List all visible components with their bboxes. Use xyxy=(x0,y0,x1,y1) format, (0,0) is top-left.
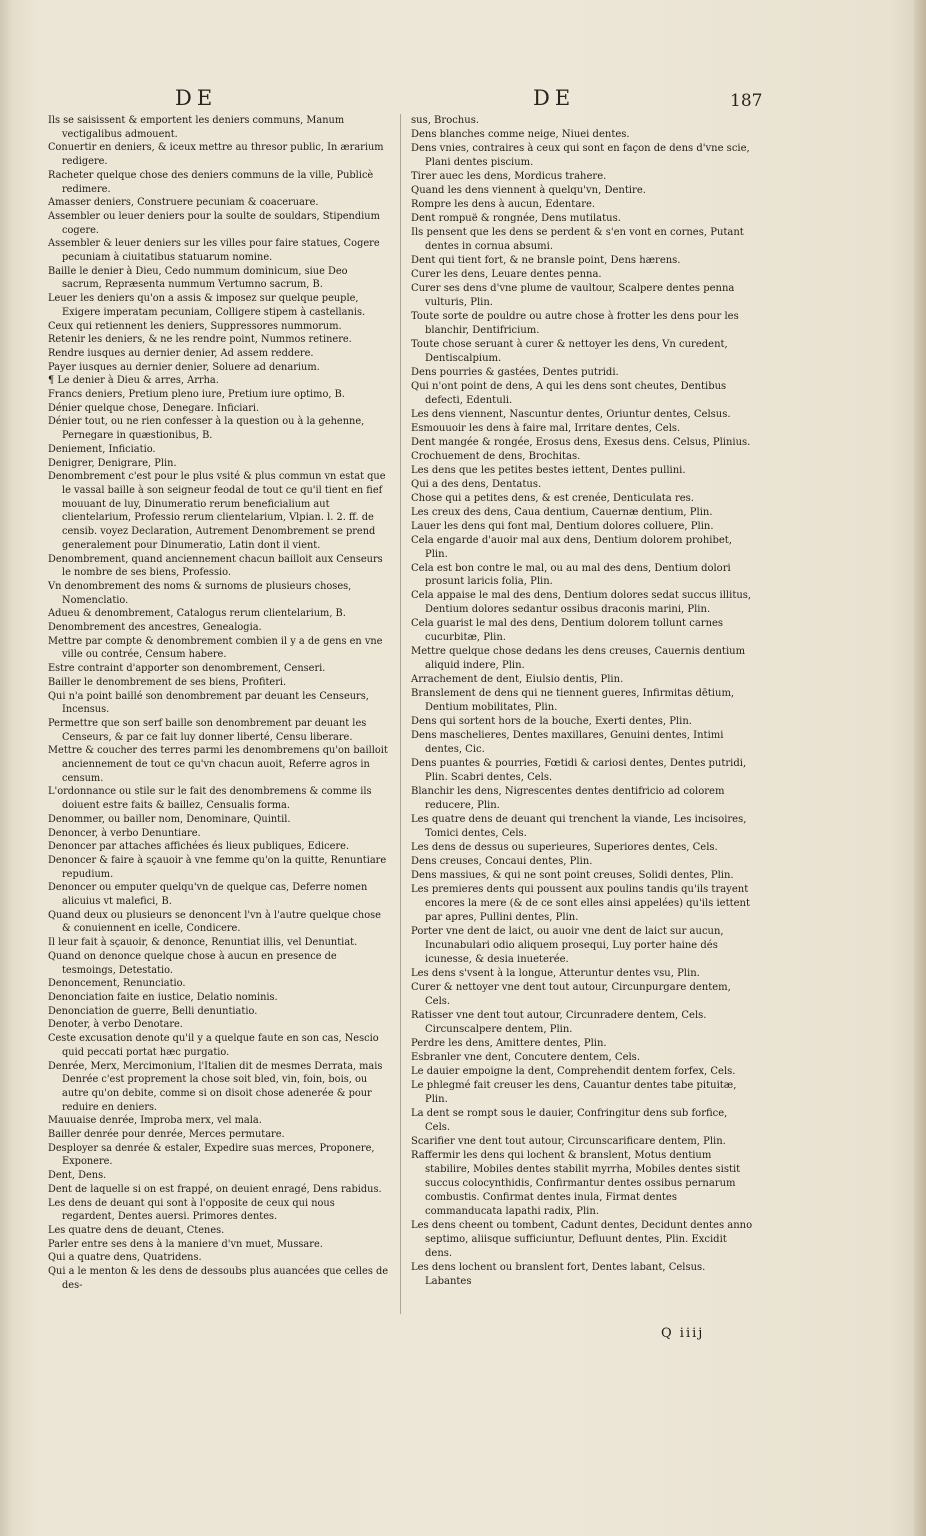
dictionary-entry: Denommer, ou bailler nom, Denominare, Quintil. xyxy=(48,813,291,825)
dictionary-entry: Les dens de deuant qui sont à l'opposite de ceux qui nous regardent, Dentes auersi. Primores dentes. xyxy=(48,1197,335,1223)
dictionary-entry: sus, Brochus. xyxy=(411,115,480,126)
dictionary-entry: Les creux des dens, Caua dentium, Cauernæ dentium, Plin. xyxy=(411,506,713,518)
dictionary-entry: Dens massiues, & qui ne sont point creuses, Solidi dentes, Plin. xyxy=(411,870,734,882)
dictionary-entry: Desployer sa denrée & estaler, Expedire suas merces, Proponere, Exponere. xyxy=(48,1142,375,1168)
dictionary-entry: Les dens s'vsent à la longue, Atteruntur dentes vsu, Plin. xyxy=(411,968,700,980)
dictionary-entry: Dens creuses, Concaui dentes, Plin. xyxy=(411,856,593,868)
dictionary-entry: Adueu & denombrement, Catalogus rerum clientelarium, B. xyxy=(48,608,346,620)
dictionary-entry: Payer iusques au dernier denier, Soluere ad denarium. xyxy=(48,361,320,373)
dictionary-entry: Curer & nettoyer vne dent tout autour, Circunpurgare dentem, Cels. xyxy=(411,982,731,1008)
dictionary-entry: Dent mangée & rongée, Erosus dens, Exesus dens. Celsus, Plinius. xyxy=(411,436,751,448)
dictionary-entry: Les dens que les petites bestes iettent, Dentes pullini. xyxy=(411,464,686,476)
dictionary-entry: Crochuement de dens, Brochitas. xyxy=(411,450,581,462)
dictionary-entry: Arrachement de dent, Eiulsio dentis, Plin. xyxy=(411,674,624,686)
dictionary-entry: Vn denombrement des noms & surnoms de plusieurs choses, Nomenclatio. xyxy=(48,580,352,606)
dictionary-entry: Denoncement, Renunciatio. xyxy=(48,978,186,990)
dictionary-entry: Denoncer, à verbo Denuntiare. xyxy=(48,827,201,839)
dictionary-entry: Dent qui tient fort, & ne bransle point, Dens hærens. xyxy=(411,254,681,266)
dictionary-entry: Permettre que son serf baille son denombrement par deuant les Censeurs, & par ce fait luy donner liberté, Censu liberare. xyxy=(48,717,367,743)
dictionary-entry: Dénier quelque chose, Denegare. Inficiari. xyxy=(48,402,260,414)
dictionary-entry: Leuer les deniers qu'on a assis & imposez sur quelque peuple, Exigere imperatam pecuniam, Colligere stipem à castellanis. xyxy=(48,293,366,318)
dictionary-entry: Ratisser vne dent tout autour, Circunradere dentem, Cels. Circunscalpere dentem, Plin. xyxy=(411,1010,707,1035)
dictionary-entry: Denombrement c'est pour le plus vsité & plus commun vn estat que le vassal baille à son seigneur feodal de tout ce qu'il tient en fief mouuant de luy, Dinumeratio rerum beneficialium aut clientelarium, Professio rerum clientelarium, Vlpian. l. 2. ff. de censib. voyez Declaration, Autrement Denombrement se prend generalement pour Dinumeratio, Latin dont il vient. xyxy=(48,471,386,551)
dictionary-entry: Mettre par compte & denombrement combien il y a de gens en vne ville ou contrée, Censum habere. xyxy=(48,635,383,661)
dictionary-entry: Branslement de dens qui ne tiennent gueres, Infirmitas dētium, Dentium mobilitates, Plin. xyxy=(411,688,735,714)
dictionary-entry: Scarifier vne dent tout autour, Circunscarificare dentem, Plin. xyxy=(411,1135,726,1147)
dictionary-entry: Cela guarist le mal des dens, Dentium dolorem tollunt carnes cucurbitæ, Plin. xyxy=(411,618,724,644)
dictionary-entry: Dent de laquelle si on est frappé, on deuient enragé, Dens rabidus. xyxy=(48,1183,382,1195)
dictionary-entry: Mettre & coucher des terres parmi les denombremens qu'on bailloit anciennement de tout ce qu'vn chacun auoit, Referre agros in censum. xyxy=(48,745,388,784)
dictionary-entry: Les dens de dessus ou superieures, Superiores dentes, Cels. xyxy=(411,842,718,854)
dictionary-entry: Chose qui a petites dens, & est crenée, Denticulata res. xyxy=(411,492,694,504)
dictionary-entry: Quand deux ou plusieurs se denoncent l'vn à l'autre quelque chose & conuiennent en icelle, Condicere. xyxy=(48,909,381,935)
dictionary-entry: Perdre les dens, Amittere dentes, Plin. xyxy=(411,1037,607,1049)
page-number: 187 xyxy=(730,91,763,111)
dictionary-entry: Dénier tout, ou ne rien confesser à la question ou à la gehenne, Pernegare in quæstionibus, B. xyxy=(48,416,365,442)
dictionary-entry: Ceste excusation denote qu'il y a quelque faute en son cas, Nescio quid peccati portat hæc purgatio. xyxy=(48,1033,379,1058)
dictionary-entry: Qui a quatre dens, Quatridens. xyxy=(48,1252,202,1264)
dictionary-entry: Il leur fait à sçauoir, & denonce, Renuntiat illis, vel Denuntiat. xyxy=(48,937,358,949)
dictionary-entry: Qui a le menton & les dens de dessoubs plus auancées que celles de des- xyxy=(48,1266,389,1291)
dictionary-entry: Rompre les dens à aucun, Edentare. xyxy=(411,198,596,210)
dictionary-entry: Toute sorte de pouldre ou autre chose à frotter les dens pour les blanchir, Dentifricium. xyxy=(411,310,739,336)
dictionary-entry: Deniement, Inficiatio. xyxy=(48,443,156,455)
dictionary-entry: Cela appaise le mal des dens, Dentium dolores sedat succus illitus, Dentium dolores sedantur ossibus draconis marini, Plin. xyxy=(411,590,752,616)
dictionary-entry: Les dens viennent, Nascuntur dentes, Oriuntur dentes, Celsus. xyxy=(411,408,731,420)
dictionary-entry: Cela est bon contre le mal, ou au mal des dens, Dentium dolori prosunt laricis folia, Plin. xyxy=(411,562,731,588)
dictionary-entry: Conuertir en deniers, & iceux mettre au thresor public, In ærarium redigere. xyxy=(48,142,384,168)
dictionary-entry: Ceux qui retiennent les deniers, Suppressores nummorum. xyxy=(48,320,342,332)
dictionary-entry: Amasser deniers, Construere pecuniam & coaceruare. xyxy=(48,197,319,209)
dictionary-entry: Ils se saisissent & emportent les deniers communs, Manum vectigalibus admouent. xyxy=(48,115,345,140)
dictionary-entry: Lauer les dens qui font mal, Dentium dolores colluere, Plin. xyxy=(411,520,714,532)
dictionary-entry: Quand on denonce quelque chose à aucun en presence de tesmoings, Detestatio. xyxy=(48,950,337,976)
dictionary-entry: Denonciation de guerre, Belli denuntiatio. xyxy=(48,1005,258,1017)
dictionary-entry: Les premieres dents qui poussent aux poulins tandis qu'ils trayent encores la mere (& de ce sont elles ainsi appelées) qu'ils iettent par apres, Pullini dentes, Plin. xyxy=(411,884,750,924)
dictionary-entry: Qui a des dens, Dentatus. xyxy=(411,478,542,490)
dictionary-entry: Dens puantes & pourries, Fœtidi & cariosi dentes, Dentes putridi, Plin. Scabri dentes, Cels. xyxy=(411,758,747,784)
dictionary-entry: Retenir les deniers, & ne les rendre point, Nummos retinere. xyxy=(48,334,352,346)
dictionary-entry: Tirer auec les dens, Mordicus trahere. xyxy=(411,170,607,182)
dictionary-entry: Assembler & leuer deniers sur les villes pour faire statues, Cogere pecuniam à ciuitatibus statuarum nomine. xyxy=(48,238,380,264)
dictionary-entry: Cela engarde d'auoir mal aux dens, Dentium dolorem prohibet, Plin. xyxy=(411,534,732,560)
dictionary-entry: Rendre iusques au dernier denier, Ad assem reddere. xyxy=(48,347,314,359)
dictionary-entry: Mauuaise denrée, Improba merx, vel mala. xyxy=(48,1115,262,1127)
right-column xyxy=(411,114,753,1289)
dictionary-entry: Mettre quelque chose dedans les dens creuses, Cauernis dentium aliquid indere, Plin. xyxy=(411,646,746,672)
dictionary-entry: Dens maschelieres, Dentes maxillares, Genuini dentes, Intimi dentes, Cic. xyxy=(411,730,724,756)
dictionary-entry: Bailler le denombrement de ses biens, Profiteri. xyxy=(48,676,287,688)
dictionary-entry: Quand les dens viennent à quelqu'vn, Dentire. xyxy=(411,184,646,196)
left-column xyxy=(48,114,390,1292)
dictionary-entry: Blanchir les dens, Nigrescentes dentes dentifricio ad colorem reducere, Plin. xyxy=(411,786,725,812)
dictionary-entry: Dens vnies, contraires à ceux qui sont en façon de dens d'vne scie, Plani dentes piscium. xyxy=(411,142,750,168)
dictionary-entry: Curer les dens, Leuare dentes penna. xyxy=(411,268,602,280)
dictionary-entry: Estre contraint d'apporter son denombrement, Censeri. xyxy=(48,663,326,675)
dictionary-entry: Toute chose seruant à curer & nettoyer les dens, Vn curedent, Dentiscalpium. xyxy=(411,338,728,364)
dictionary-entry: ¶ Le denier à Dieu & arres, Arrha. xyxy=(48,375,219,387)
dictionary-entry: Curer ses dens d'vne plume de vaultour, Scalpere dentes penna vulturis, Plin. xyxy=(411,282,735,308)
running-head-left: DE xyxy=(175,86,218,110)
dictionary-entry: Denoncer par attaches affichées és lieux publiques, Edicere. xyxy=(48,841,350,853)
dictionary-entry: Baille le denier à Dieu, Cedo nummum dominicum, siue Deo sacrum, Repræsenta nummum Vertumno sacrum, B. xyxy=(48,265,348,291)
dictionary-entry: Les dens lochent ou branslent fort, Dentes labant, Celsus. Labantes xyxy=(411,1261,706,1287)
dictionary-entry: Dens pourries & gastées, Dentes putridi. xyxy=(411,366,619,378)
dictionary-entry: L'ordonnance ou stile sur le fait des denombremens & comme ils doiuent estre faits & baillez, Censualis forma. xyxy=(48,786,372,812)
dictionary-entry: Dent rompuë & rongnée, Dens mutilatus. xyxy=(411,212,621,224)
dictionary-entry: Raffermir les dens qui lochent & branslent, Motus dentium stabilire, Mobiles dentes stabilit myrrha, Mobiles dentes sistit succus colocynthidis, Confirmantur dentes ossibus pernarum combustis. Confirmat dentes inula, Firmat dentes commanducata lapathi radix, Plin. xyxy=(411,1149,741,1217)
page-edge xyxy=(914,0,926,1536)
dictionary-entry: Les quatre dens de deuant qui trenchent la viande, Les incisoires, Tomici dentes, Cels. xyxy=(411,814,747,840)
dictionary-entry: Parler entre ses dens à la maniere d'vn muet, Mussare. xyxy=(48,1238,323,1250)
dictionary-entry: Dens blanches comme neige, Niuei dentes. xyxy=(411,128,630,140)
dictionary-entry: Qui n'a point baillé son denombrement par deuant les Censeurs, Incensus. xyxy=(48,690,369,716)
dictionary-entry: Denigrer, Denigrare, Plin. xyxy=(48,457,177,469)
dictionary-entry: Assembler ou leuer deniers pour la soulte de souldars, Stipendium cogere. xyxy=(48,210,380,236)
dictionary-entry: Denoter, à verbo Denotare. xyxy=(48,1019,183,1031)
dictionary-entry: Denrée, Merx, Mercimonium, l'Italien dit de mesmes Derrata, mais Denrée c'est proprement la chose soit bled, vin, foin, bois, ou autre qu'on debite, comme si on disoit chose adenerée & pour reduire en deniers. xyxy=(48,1060,383,1113)
dictionary-entry: Ils pensent que les dens se perdent & s'en vont en cornes, Putant dentes in cornua absumi. xyxy=(411,226,744,252)
column-divider xyxy=(400,114,401,1314)
dictionary-entry: Dent, Dens. xyxy=(48,1170,107,1182)
dictionary-entry: Les quatre dens de deuant, Ctenes. xyxy=(48,1224,225,1236)
dictionary-entry: Denonciation faite en iustice, Delatio nominis. xyxy=(48,992,278,1003)
dictionary-entry: Bailler denrée pour denrée, Merces permutare. xyxy=(48,1129,285,1141)
dictionary-entry: Le phlegmé fait creuser les dens, Cauantur dentes tabe pituitæ, Plin. xyxy=(411,1079,737,1105)
dictionary-entry: Porter vne dent de laict, ou auoir vne dent de laict sur aucun, Incunabulari odio aliquem prosequi, Luy porter haine dés icunesse, & desia inueterée. xyxy=(411,926,724,966)
dictionary-entry: Les dens cheent ou tombent, Cadunt dentes, Decidunt dentes anno septimo, aliisque sufficiuntur, Defluunt dentes, Plin. Excidit dens. xyxy=(411,1219,753,1259)
facing-page-bleed xyxy=(0,200,20,1300)
signature-mark: Q iiij xyxy=(661,1326,705,1341)
dictionary-entry: Francs deniers, Pretium pleno iure, Pretium iure optimo, B. xyxy=(48,389,345,401)
dictionary-entry: Esmouuoir les dens à faire mal, Irritare dentes, Cels. xyxy=(411,422,681,434)
dictionary-entry: Denoncer ou emputer quelqu'vn de quelque cas, Deferre nomen alicuius vt malefici, B. xyxy=(48,882,368,908)
running-head-right: DE xyxy=(533,86,576,110)
dictionary-entry: La dent se rompt sous le dauier, Confringitur dens sub forfice, Cels. xyxy=(411,1107,728,1133)
dictionary-entry: Qui n'ont point de dens, A qui les dens sont cheutes, Dentibus defecti, Edentuli. xyxy=(411,380,727,406)
dictionary-entry: Racheter quelque chose des deniers communs de la ville, Publicè redimere. xyxy=(48,169,374,195)
dictionary-entry: Esbranler vne dent, Concutere dentem, Cels. xyxy=(411,1051,640,1063)
dictionary-entry: Dens qui sortent hors de la bouche, Exerti dentes, Plin. xyxy=(411,716,692,728)
dictionary-entry: Denoncer & faire à sçauoir à vne femme qu'on la quitte, Renuntiare repudium. xyxy=(48,854,387,880)
dictionary-entry: Le dauier empoigne la dent, Comprehendit dentem forfex, Cels. xyxy=(411,1065,736,1077)
dictionary-entry: Denombrement, quand anciennement chacun bailloit aux Censeurs le nombre de ses biens, Professio. xyxy=(48,553,383,579)
dictionary-entry: Denombrement des ancestres, Genealogia. xyxy=(48,622,262,634)
